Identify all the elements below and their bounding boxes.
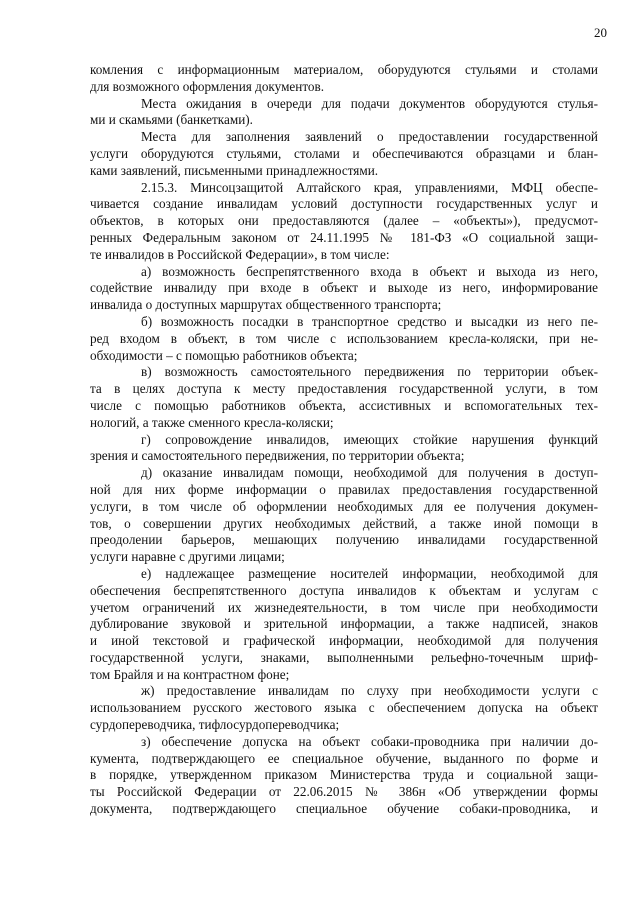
text-line: те инвалидов в Российской Федерации», в том числе: [90, 246, 390, 262]
text-line: кумента, подтверждающего ее специальное обучение, выданного по форме и [90, 750, 598, 766]
text-line: зрения и самостоятельного передвижения, по территории объекта; [90, 448, 465, 464]
text-line: г) сопровождение инвалидов, имеющих стойкие нарушения функций [141, 431, 598, 447]
text-line: Места ожидания в очереди для подачи документов оборудуются стулья- [141, 95, 598, 111]
text-line: 2.15.3. Минсоцзащитой Алтайского края, управлениями, МФЦ обеспе- [141, 179, 598, 195]
text-line: та в целях доступа к месту предоставления государственной услуги, в том [90, 381, 598, 397]
text-line: объектов, в которых они предоставляются (далее – «объекты»), предусмот- [90, 213, 598, 229]
text-line: дублирование звуковой и зрительной информации, а также надписей, знаков [90, 616, 598, 632]
text-line: ты Российской Федерации от 22.06.2015 № 386н «Об утверждении формы [90, 784, 598, 800]
text-line: д) оказание инвалидам помощи, необходимой для получения в доступ- [141, 465, 598, 481]
text-line: в) возможность самостоятельного передвижения по территории объек- [141, 364, 598, 380]
text-line: том Брайля и на контрастном фоне; [90, 666, 290, 682]
text-line: в порядке, утвержденном приказом Министерства труда и социальной защи- [90, 767, 598, 783]
text-line: содействие инвалиду при входе в объект и выходе из него, информирование [90, 280, 598, 296]
text-line: услуги наравне с другими лицами; [90, 549, 285, 565]
text-line: учетом ограничений их жизнедеятельности, в том числе при необходимости [90, 599, 598, 615]
text-line: для возможного оформления документов. [90, 78, 325, 94]
text-line: и иной текстовой и графической информации, необходимой для получения [90, 633, 598, 649]
body-text [90, 62, 598, 818]
text-line: з) обеспечение допуска на объект собаки-проводника при наличии до- [141, 733, 598, 749]
text-line: инвалида о доступных маршрутах общественного транспорта; [90, 297, 442, 313]
text-line: документа, подтверждающего специальное обучение собаки-проводника, и [90, 801, 598, 817]
text-line: государственной услуги, знаками, выполненными рельефно-точечным шриф- [90, 649, 598, 665]
text-line: обходимости – с помощью работников объекта; [90, 347, 358, 363]
text-line: ред входом в объект, в том числе с использованием кресла-коляски, при не- [90, 330, 598, 346]
text-line: ренных Федеральным законом от 24.11.1995 № 181-ФЗ «О социальной защи- [90, 229, 598, 245]
text-line: преодолении барьеров, мешающих получению инвалидами государственной [90, 532, 598, 548]
page-number: 20 [594, 25, 607, 40]
text-line: а) возможность беспрепятственного входа в объект и выхода из него, [141, 263, 598, 279]
text-line: ж) предоставление инвалидам по слуху при необходимости услуги с [141, 683, 598, 699]
text-line: услуги оборудуются стульями, столами и обеспечиваются образцами и блан- [90, 145, 598, 161]
text-line: ной для них форме информации о правилах предоставления государственной [90, 481, 598, 497]
text-line: тов, о совершении других необходимых действий, а также иной помощи в [90, 515, 598, 531]
text-line: б) возможность посадки в транспортное средство и высадки из него пе- [141, 313, 598, 329]
text-line: использованием русского жестового языка с обеспечением допуска на объект [90, 700, 598, 716]
text-line: сурдопереводчика, тифлосурдопереводчика; [90, 717, 340, 733]
text-line: числе с помощью работников объекта, ассистивных и вспомогательных тех- [90, 397, 598, 413]
text-line: комления с информационным материалом, оборудуются стульями и столами [90, 62, 598, 77]
text-line: ми и скамьями (банкетками). [90, 112, 253, 128]
text-line: Места для заполнения заявлений о предоставлении государственной [141, 129, 598, 145]
text-line: услуги, в том числе об оформлении необходимых для ее получения докумен- [90, 498, 598, 514]
text-line: чивается создание инвалидам условий доступности государственных услуг и [90, 196, 598, 212]
text-line: обеспечения беспрепятственного доступа инвалидов к объектам и услугам с [90, 582, 598, 598]
text-line: нологий, а также сменного кресла-коляски; [90, 414, 334, 430]
text-line: ками заявлений, письменными принадлежностями. [90, 162, 379, 178]
text-line: е) надлежащее размещение носителей информации, необходимой для [141, 565, 598, 581]
